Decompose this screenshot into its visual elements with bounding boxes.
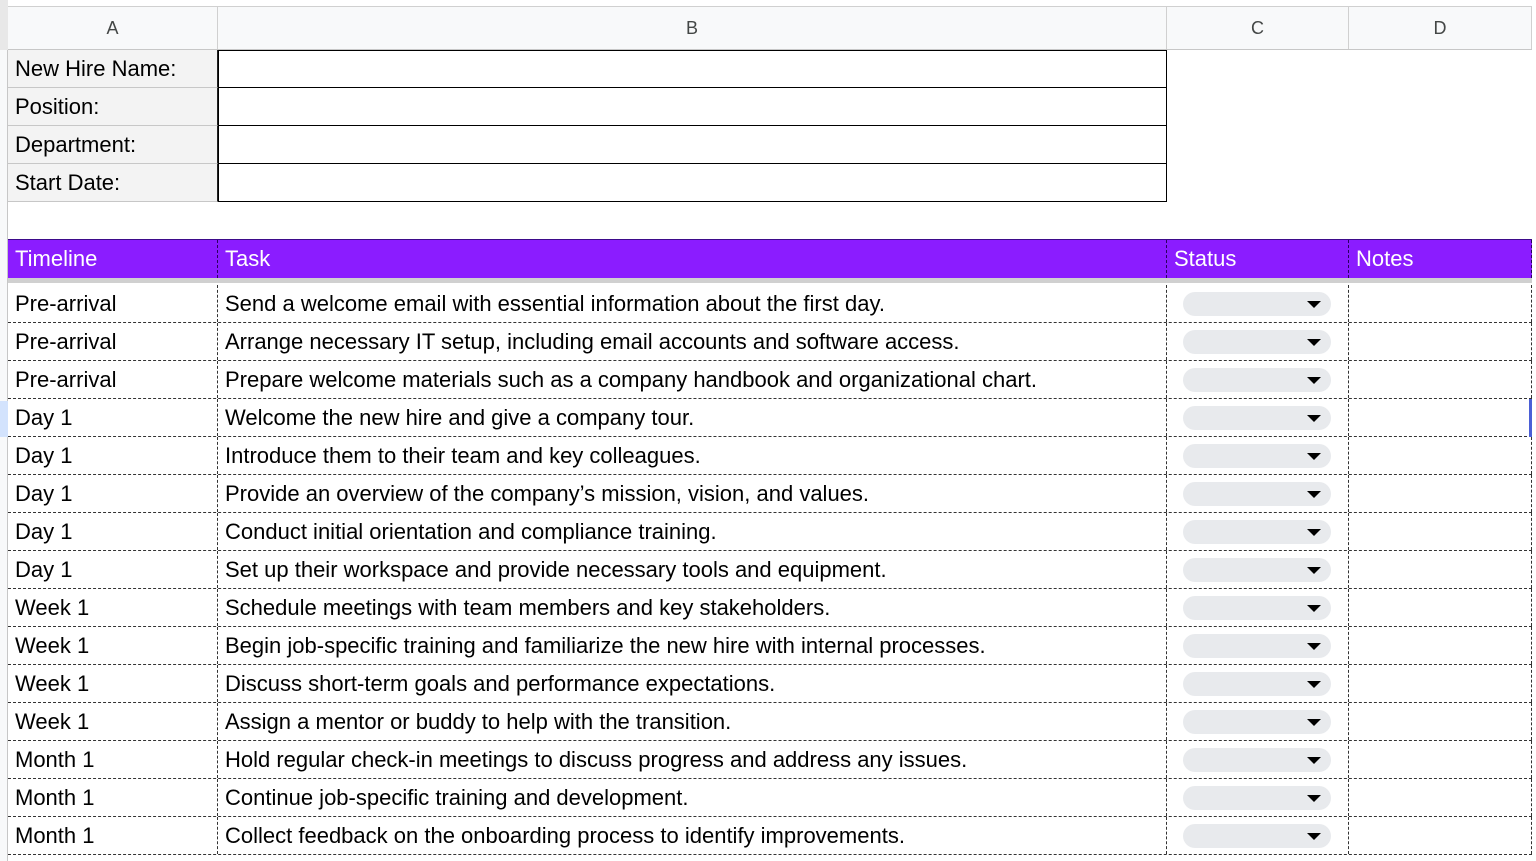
dropdown-arrow-icon[interactable] (1307, 719, 1321, 726)
table-row (8, 551, 1532, 589)
table-row (8, 627, 1532, 665)
table-row (8, 779, 1532, 817)
table-header-row (8, 239, 1532, 278)
task-cell[interactable]: Hold regular check-in meetings to discuss progress and address any issues. (218, 741, 1167, 778)
timeline-cell[interactable]: Month 1 (8, 817, 218, 854)
status-cell[interactable] (1167, 665, 1349, 702)
notes-cell[interactable] (1349, 361, 1532, 398)
timeline-cell[interactable]: Day 1 (8, 475, 218, 512)
task-cell[interactable]: Send a welcome email with essential information about the first day. (218, 285, 1167, 322)
new-hire-name-label[interactable]: New Hire Name: (8, 50, 218, 88)
timeline-cell[interactable]: Week 1 (8, 665, 218, 702)
timeline-cell[interactable]: Pre-arrival (8, 323, 218, 360)
task-cell[interactable]: Welcome the new hire and give a company tour. (218, 399, 1167, 436)
notes-cell[interactable] (1349, 817, 1532, 854)
dropdown-arrow-icon[interactable] (1307, 339, 1321, 346)
position-field[interactable] (218, 88, 1167, 126)
column-header-b[interactable]: B (218, 7, 1167, 49)
dropdown-arrow-icon[interactable] (1307, 833, 1321, 840)
task-cell[interactable]: Begin job-specific training and familiarize the new hire with internal processes. (218, 627, 1167, 664)
dropdown-arrow-icon[interactable] (1307, 453, 1321, 460)
task-header[interactable]: Task (218, 240, 1167, 278)
status-cell[interactable] (1167, 589, 1349, 626)
notes-cell[interactable] (1349, 665, 1532, 702)
status-header[interactable]: Status (1167, 240, 1349, 278)
task-cell[interactable]: Conduct initial orientation and compliance training. (218, 513, 1167, 550)
dropdown-arrow-icon[interactable] (1307, 757, 1321, 764)
table-row (8, 817, 1532, 855)
timeline-cell[interactable]: Day 1 (8, 513, 218, 550)
status-cell[interactable] (1167, 399, 1349, 436)
task-cell[interactable]: Schedule meetings with team members and key stakeholders. (218, 589, 1167, 626)
task-cell[interactable]: Continue job-specific training and development. (218, 779, 1167, 816)
status-cell[interactable] (1167, 817, 1349, 854)
notes-cell[interactable] (1349, 285, 1532, 322)
notes-cell[interactable] (1349, 703, 1532, 740)
dropdown-arrow-icon[interactable] (1307, 795, 1321, 802)
status-cell[interactable] (1167, 437, 1349, 474)
select-all-corner[interactable] (0, 0, 8, 50)
table-row (8, 475, 1532, 513)
timeline-cell[interactable]: Pre-arrival (8, 361, 218, 398)
table-row (8, 285, 1532, 323)
notes-header[interactable]: Notes (1349, 240, 1532, 278)
table-row (8, 361, 1532, 399)
dropdown-arrow-icon[interactable] (1307, 605, 1321, 612)
table-row (8, 665, 1532, 703)
notes-cell[interactable] (1349, 323, 1532, 360)
table-row (8, 399, 1532, 437)
task-cell[interactable]: Introduce them to their team and key colleagues. (218, 437, 1167, 474)
table-row (8, 323, 1532, 361)
task-cell[interactable]: Set up their workspace and provide necessary tools and equipment. (218, 551, 1167, 588)
dropdown-arrow-icon[interactable] (1307, 529, 1321, 536)
status-cell[interactable] (1167, 513, 1349, 550)
notes-cell[interactable] (1349, 779, 1532, 816)
task-cell[interactable]: Collect feedback on the onboarding process to identify improvements. (218, 817, 1167, 854)
table-row (8, 513, 1532, 551)
status-cell[interactable] (1167, 361, 1349, 398)
column-header-c[interactable]: C (1167, 7, 1349, 49)
timeline-cell[interactable]: Day 1 (8, 437, 218, 474)
timeline-cell[interactable]: Week 1 (8, 589, 218, 626)
timeline-cell[interactable]: Day 1 (8, 551, 218, 588)
notes-cell[interactable] (1349, 551, 1532, 588)
timeline-cell[interactable]: Month 1 (8, 741, 218, 778)
start-date-field[interactable] (218, 164, 1167, 202)
timeline-cell[interactable]: Week 1 (8, 703, 218, 740)
status-cell[interactable] (1167, 285, 1349, 322)
dropdown-arrow-icon[interactable] (1307, 681, 1321, 688)
status-cell[interactable] (1167, 627, 1349, 664)
task-cell[interactable]: Discuss short-term goals and performance expectations. (218, 665, 1167, 702)
selection-marker (1529, 399, 1532, 437)
notes-cell[interactable] (1349, 399, 1532, 436)
table-row (8, 589, 1532, 627)
dropdown-arrow-icon[interactable] (1307, 643, 1321, 650)
task-cell[interactable]: Provide an overview of the company’s mission, vision, and values. (218, 475, 1167, 512)
task-cell[interactable]: Arrange necessary IT setup, including email accounts and software access. (218, 323, 1167, 360)
table-row (8, 437, 1532, 475)
timeline-cell[interactable]: Month 1 (8, 779, 218, 816)
timeline-cell[interactable]: Week 1 (8, 627, 218, 664)
column-header-a[interactable]: A (8, 7, 218, 49)
notes-cell[interactable] (1349, 589, 1532, 626)
notes-cell[interactable] (1349, 513, 1532, 550)
new-hire-name-field[interactable] (218, 50, 1167, 88)
timeline-cell[interactable]: Day 1 (8, 399, 218, 436)
position-label[interactable]: Position: (8, 88, 218, 126)
status-cell[interactable] (1167, 741, 1349, 778)
task-cell[interactable]: Prepare welcome materials such as a company handbook and organizational chart. (218, 361, 1167, 398)
dropdown-arrow-icon[interactable] (1307, 301, 1321, 308)
dropdown-arrow-icon[interactable] (1307, 567, 1321, 574)
status-cell[interactable] (1167, 779, 1349, 816)
dropdown-arrow-icon[interactable] (1307, 415, 1321, 422)
dropdown-arrow-icon[interactable] (1307, 377, 1321, 384)
notes-cell[interactable] (1349, 627, 1532, 664)
status-cell[interactable] (1167, 551, 1349, 588)
status-cell[interactable] (1167, 475, 1349, 512)
status-cell[interactable] (1167, 323, 1349, 360)
column-header-d[interactable]: D (1349, 7, 1532, 49)
table-row (8, 741, 1532, 779)
table-row (8, 703, 1532, 741)
department-label[interactable]: Department: (8, 126, 218, 164)
notes-cell[interactable] (1349, 437, 1532, 474)
task-cell[interactable]: Assign a mentor or buddy to help with the transition. (218, 703, 1167, 740)
timeline-header[interactable]: Timeline (8, 240, 218, 278)
row-gutter-selection (0, 401, 8, 437)
start-date-label[interactable]: Start Date: (8, 164, 218, 202)
status-cell[interactable] (1167, 703, 1349, 740)
notes-cell[interactable] (1349, 475, 1532, 512)
dropdown-arrow-icon[interactable] (1307, 491, 1321, 498)
timeline-cell[interactable]: Pre-arrival (8, 285, 218, 322)
notes-cell[interactable] (1349, 741, 1532, 778)
frozen-rows-divider[interactable] (8, 278, 1532, 283)
department-field[interactable] (218, 126, 1167, 164)
column-header-bar (8, 6, 1532, 50)
